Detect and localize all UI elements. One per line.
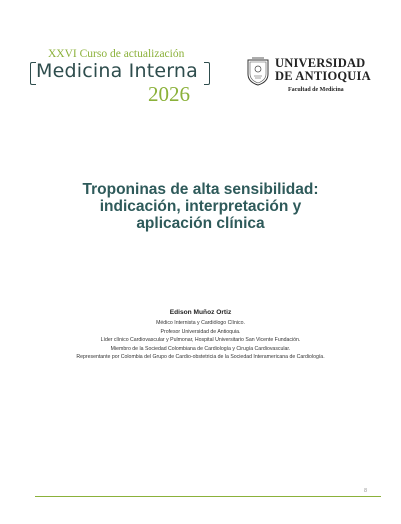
author-credential: Líder clínico Cardiovascular y Pulmonar, Hospital Universitario San Vicente Fundación.: [100, 337, 301, 343]
faculty-name: Facultad de Medicina: [288, 87, 344, 93]
university-name-line2: DE ANTIOQUIA: [275, 69, 371, 83]
footer-divider: [35, 496, 381, 497]
course-logo: [30, 48, 215, 106]
author-block: [20, 309, 381, 362]
course-year: 2026: [148, 82, 190, 106]
course-subtitle: XXVI Curso de actualización: [48, 48, 185, 60]
university-logo: [246, 56, 376, 98]
page-number: 8: [364, 488, 368, 494]
title-line: Troponinas de alta sensibilidad:: [82, 181, 319, 198]
author-credential: Representante por Colombia del Grupo de Cardio-obstetricia de la Sociedad Interamericana de Cardiología.: [76, 354, 325, 360]
document-title: [60, 181, 341, 232]
university-seal-icon: [246, 56, 270, 86]
author-name: Edison Muñoz Ortiz: [169, 309, 232, 316]
title-line: indicación, interpretación y: [99, 198, 302, 215]
title-line: aplicación clínica: [136, 215, 265, 232]
right-bracket-decoration: [204, 62, 210, 85]
university-name-line1: UNIVERSIDAD: [275, 56, 366, 70]
author-credential: Profesor Universidad de Antioquia.: [160, 328, 241, 335]
author-credential: Miembro de la Sociedad Colombiana de Cardiología y Cirugía Cardiovascular.: [110, 345, 291, 352]
course-title: Medicina Interna: [36, 60, 199, 82]
author-credential: Médico Internista y Cardiólogo Clínico.: [156, 320, 245, 326]
